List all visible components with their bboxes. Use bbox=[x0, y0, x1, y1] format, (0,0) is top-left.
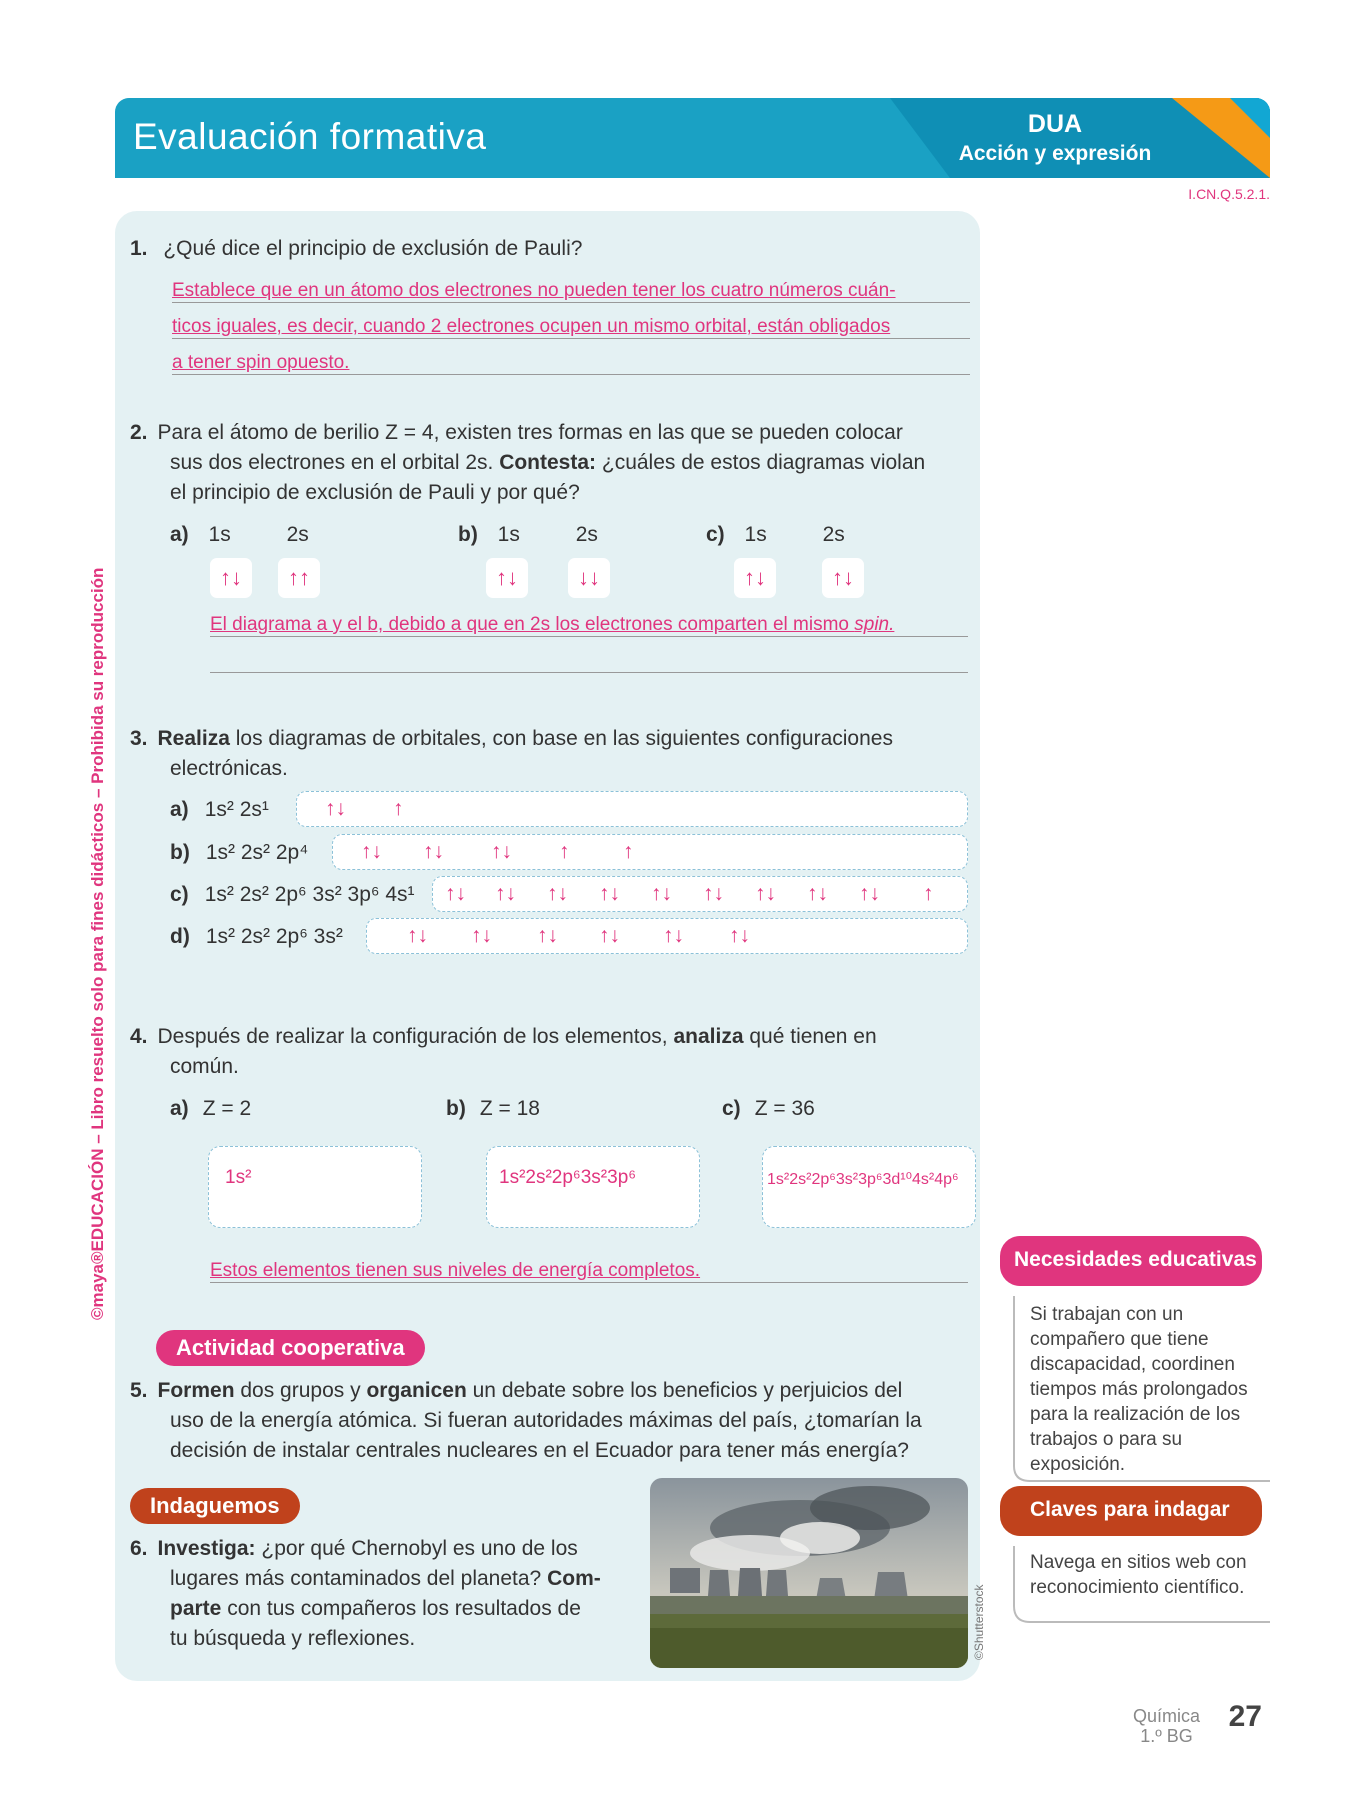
orbital-arrow: ↑↓ bbox=[547, 882, 568, 905]
body-line: exposición. bbox=[1030, 1454, 1126, 1475]
nuclear-plant-photo bbox=[650, 1478, 968, 1668]
orbital-arrow: ↑↓ bbox=[663, 924, 684, 947]
answer-text: Establece que en un átomo dos electrones no pueden tener los cuatro números cuán- bbox=[172, 280, 896, 301]
orbital-diagram-row bbox=[332, 834, 968, 870]
question-number: 1. bbox=[130, 237, 148, 260]
curriculum-code: I.CN.Q.5.2.1. bbox=[1188, 186, 1270, 202]
page-number: 27 bbox=[1228, 1700, 1262, 1733]
indaguemos-pill: Indaguemos bbox=[130, 1488, 300, 1524]
body-line: Si trabajan con un bbox=[1030, 1304, 1184, 1325]
necesidades-header bbox=[1000, 1236, 1262, 1286]
config-answer: 1s²2s²2p⁶3s²3p⁶ bbox=[499, 1167, 637, 1188]
orbital-arrow: ↑↓ bbox=[703, 882, 724, 905]
answer-line bbox=[172, 352, 970, 375]
question-text-bold: Investiga: bbox=[157, 1537, 256, 1560]
answer-text: El diagrama a y el b, debido a que en 2s los electrones comparten el mismo bbox=[210, 614, 855, 635]
body-line: trabajos o para su bbox=[1030, 1429, 1183, 1450]
cooperative-activity-pill: Actividad cooperativa bbox=[156, 1330, 425, 1366]
answer-line bbox=[210, 614, 968, 637]
blank-line bbox=[210, 670, 968, 673]
option-label: a) bbox=[170, 523, 189, 546]
orbital-box: ↑↓ bbox=[210, 558, 252, 598]
question-text-bold: analiza bbox=[673, 1025, 744, 1048]
nuclear-plant-illustration bbox=[650, 1478, 968, 1668]
grade-level: 1.º BG bbox=[1140, 1726, 1193, 1746]
orbital-arrow: ↑↓ bbox=[859, 882, 880, 905]
orbital-arrow: ↑ bbox=[559, 840, 570, 863]
q4-item-c bbox=[722, 1094, 815, 1124]
answer-text: a tener spin opuesto. bbox=[172, 352, 350, 373]
question-text: electrónicas. bbox=[170, 757, 288, 780]
answer-text: Estos elementos tienen sus niveles de energía completos. bbox=[210, 1260, 701, 1281]
option-label: a) bbox=[170, 798, 189, 821]
question-text-bold: Formen bbox=[157, 1379, 235, 1402]
question-text: común. bbox=[170, 1055, 239, 1078]
electron-config: 1s² 2s² 2p⁶ 3s² bbox=[205, 925, 343, 948]
orbital-box: ↓↓ bbox=[568, 558, 610, 598]
copyright-side-text: ©maya®EDUCACIÓN – Libro resuelto solo para fines didácticos – Prohibida su reproducción bbox=[88, 567, 107, 1320]
orbital-arrow: ↑ bbox=[623, 840, 634, 863]
orbital-arrow: ↑↓ bbox=[755, 882, 776, 905]
dua-subtitle: Acción y expresión bbox=[958, 142, 1152, 165]
orbital-label: 2s bbox=[822, 523, 845, 546]
dua-title: DUA bbox=[1027, 110, 1083, 138]
question-text: tu búsqueda y reflexiones. bbox=[170, 1627, 416, 1650]
orbital-label: 1s bbox=[744, 523, 767, 546]
question-text: uso de la energía atómica. Si fueran autoridades máximas del país, ¿tomarían la bbox=[170, 1409, 922, 1432]
q2-option-c bbox=[706, 520, 845, 550]
atomic-number: Z = 18 bbox=[479, 1097, 540, 1120]
question-text-bold: organicen bbox=[366, 1379, 467, 1402]
body-line: Navega en sitios web con bbox=[1030, 1552, 1247, 1573]
body-line: compañero que tiene bbox=[1030, 1329, 1209, 1350]
answer-text: ticos iguales, es decir, cuando 2 electrones ocupen un mismo orbital, están obligados bbox=[172, 316, 891, 337]
orbital-arrow: ↑↓ bbox=[807, 882, 828, 905]
orbital-diagram-row bbox=[296, 791, 968, 827]
config-box bbox=[762, 1146, 976, 1228]
question-text-bold: Com- bbox=[547, 1567, 601, 1590]
q4-item-b bbox=[446, 1094, 540, 1124]
question-number: 2. bbox=[130, 421, 148, 444]
orbital-arrow: ↑↓ bbox=[361, 840, 382, 863]
claves-title: Claves para indagar bbox=[1030, 1498, 1230, 1521]
orbital-arrow: ↑ bbox=[393, 797, 404, 820]
orbital-arrow: ↑ bbox=[923, 882, 934, 905]
orbital-label: 1s bbox=[497, 523, 520, 546]
q3-row-label bbox=[170, 795, 269, 825]
question-number: 4. bbox=[130, 1025, 148, 1048]
body-line: tiempos más prolongados bbox=[1030, 1379, 1248, 1400]
necesidades-body bbox=[1030, 1302, 1248, 1477]
option-label: c) bbox=[706, 523, 725, 546]
electron-config: 1s² 2s² 2p⁴ bbox=[205, 841, 309, 864]
option-label: b) bbox=[458, 523, 478, 546]
question-text: decisión de instalar centrales nucleares en el Ecuador para tener más energía? bbox=[170, 1439, 909, 1462]
option-label: a) bbox=[170, 1097, 189, 1120]
q3-row-label bbox=[170, 922, 343, 952]
question-6 bbox=[130, 1534, 640, 1654]
orbital-arrow: ↑↓ bbox=[729, 924, 750, 947]
page-title: Evaluación formativa bbox=[133, 116, 487, 157]
atomic-number: Z = 2 bbox=[202, 1097, 252, 1120]
orbital-box: ↑↓ bbox=[734, 558, 776, 598]
electron-config: 1s² 2s² 2p⁶ 3s² 3p⁶ 4s¹ bbox=[204, 883, 415, 906]
question-text: dos grupos y bbox=[234, 1379, 367, 1402]
footer-subject bbox=[1133, 1706, 1200, 1746]
question-number: 6. bbox=[130, 1537, 148, 1560]
orbital-arrow: ↑↓ bbox=[445, 882, 466, 905]
question-2 bbox=[130, 418, 970, 508]
question-text: el principio de exclusión de Pauli y por qué? bbox=[170, 481, 580, 504]
question-text: un debate sobre los beneficios y perjuicios del bbox=[466, 1379, 903, 1402]
q3-row-label bbox=[170, 838, 308, 868]
question-text: sus dos electrones en el orbital 2s. bbox=[170, 451, 500, 474]
question-text-bold: parte bbox=[170, 1597, 222, 1620]
necesidades-box bbox=[1000, 1236, 1278, 1496]
option-label: b) bbox=[446, 1097, 466, 1120]
answer-line bbox=[172, 316, 970, 339]
config-answer: 1s²2s²2p⁶3s²3p⁶3d¹⁰4s²4p⁶ bbox=[767, 1171, 959, 1188]
body-line: para la realización de los bbox=[1030, 1404, 1241, 1425]
orbital-arrow: ↑↓ bbox=[325, 797, 346, 820]
question-5 bbox=[130, 1376, 970, 1466]
body-line: reconocimiento científico. bbox=[1030, 1577, 1245, 1598]
question-text: ¿cuáles de estos diagramas violan bbox=[596, 451, 926, 474]
q3-row-label bbox=[170, 880, 415, 910]
orbital-arrow: ↑↓ bbox=[651, 882, 672, 905]
answer-text-italic: spin. bbox=[854, 614, 895, 635]
orbital-label: 1s bbox=[208, 523, 231, 546]
atomic-number: Z = 36 bbox=[754, 1097, 815, 1120]
question-number: 5. bbox=[130, 1379, 148, 1402]
config-answer: 1s² bbox=[225, 1167, 252, 1188]
orbital-arrow: ↑↓ bbox=[599, 882, 620, 905]
question-text: lugares más contaminados del planeta? bbox=[170, 1567, 548, 1590]
claves-body bbox=[1030, 1550, 1247, 1600]
orbital-arrow: ↑↓ bbox=[423, 840, 444, 863]
option-label: d) bbox=[170, 925, 190, 948]
answer-line bbox=[210, 1260, 968, 1283]
question-3 bbox=[130, 724, 970, 784]
orbital-label: 2s bbox=[575, 523, 598, 546]
question-text: Después de realizar la configuración de los elementos, bbox=[157, 1025, 674, 1048]
orbital-arrow: ↑↓ bbox=[599, 924, 620, 947]
orbital-box: ↑↓ bbox=[486, 558, 528, 598]
header-bar bbox=[115, 98, 1270, 178]
question-4 bbox=[130, 1022, 970, 1082]
dua-badge bbox=[890, 98, 1270, 178]
orbital-arrow: ↑↓ bbox=[495, 882, 516, 905]
orbital-box: ↑↓ bbox=[822, 558, 864, 598]
question-text: los diagramas de orbitales, con base en las siguientes configuraciones bbox=[229, 727, 893, 750]
orbital-arrow: ↑↓ bbox=[407, 924, 428, 947]
question-text: ¿Qué dice el principio de exclusión de Pauli? bbox=[163, 237, 583, 260]
orbital-diagram-row bbox=[432, 876, 968, 912]
necesidades-title: Necesidades educativas bbox=[1014, 1248, 1257, 1271]
option-label: c) bbox=[722, 1097, 741, 1120]
orbital-label: 2s bbox=[286, 523, 309, 546]
orbital-arrow: ↑↓ bbox=[471, 924, 492, 947]
question-text: qué tienen en bbox=[743, 1025, 877, 1048]
orbital-diagram-row bbox=[366, 918, 968, 954]
question-text: Para el átomo de berilio Z = 4, existen tres formas en las que se pueden colocar bbox=[157, 421, 903, 444]
option-label: b) bbox=[170, 841, 190, 864]
question-text-bold: Contesta: bbox=[499, 451, 597, 474]
question-number: 3. bbox=[130, 727, 148, 750]
option-label: c) bbox=[170, 883, 189, 906]
body-line: discapacidad, coordinen bbox=[1030, 1354, 1235, 1375]
question-text: con tus compañeros los resultados de bbox=[221, 1597, 581, 1620]
orbital-arrow: ↑↓ bbox=[491, 840, 512, 863]
q4-item-a bbox=[170, 1094, 251, 1124]
claves-box bbox=[1000, 1486, 1278, 1636]
q2-option-a bbox=[170, 520, 309, 550]
orbital-box: ↑↑ bbox=[278, 558, 320, 598]
photo-credit: ©Shutterstock bbox=[972, 1584, 986, 1660]
config-box bbox=[208, 1146, 422, 1228]
q2-option-b bbox=[458, 520, 598, 550]
question-text-bold: Realiza bbox=[157, 727, 230, 750]
question-text: ¿por qué Chernobyl es uno de los bbox=[255, 1537, 578, 1560]
subject-name: Química bbox=[1132, 1706, 1200, 1726]
config-box bbox=[486, 1146, 700, 1228]
orbital-arrow: ↑↓ bbox=[537, 924, 558, 947]
question-1 bbox=[130, 234, 582, 264]
electron-config: 1s² 2s¹ bbox=[204, 798, 269, 821]
answer-line bbox=[172, 280, 970, 303]
claves-header bbox=[1000, 1486, 1262, 1536]
